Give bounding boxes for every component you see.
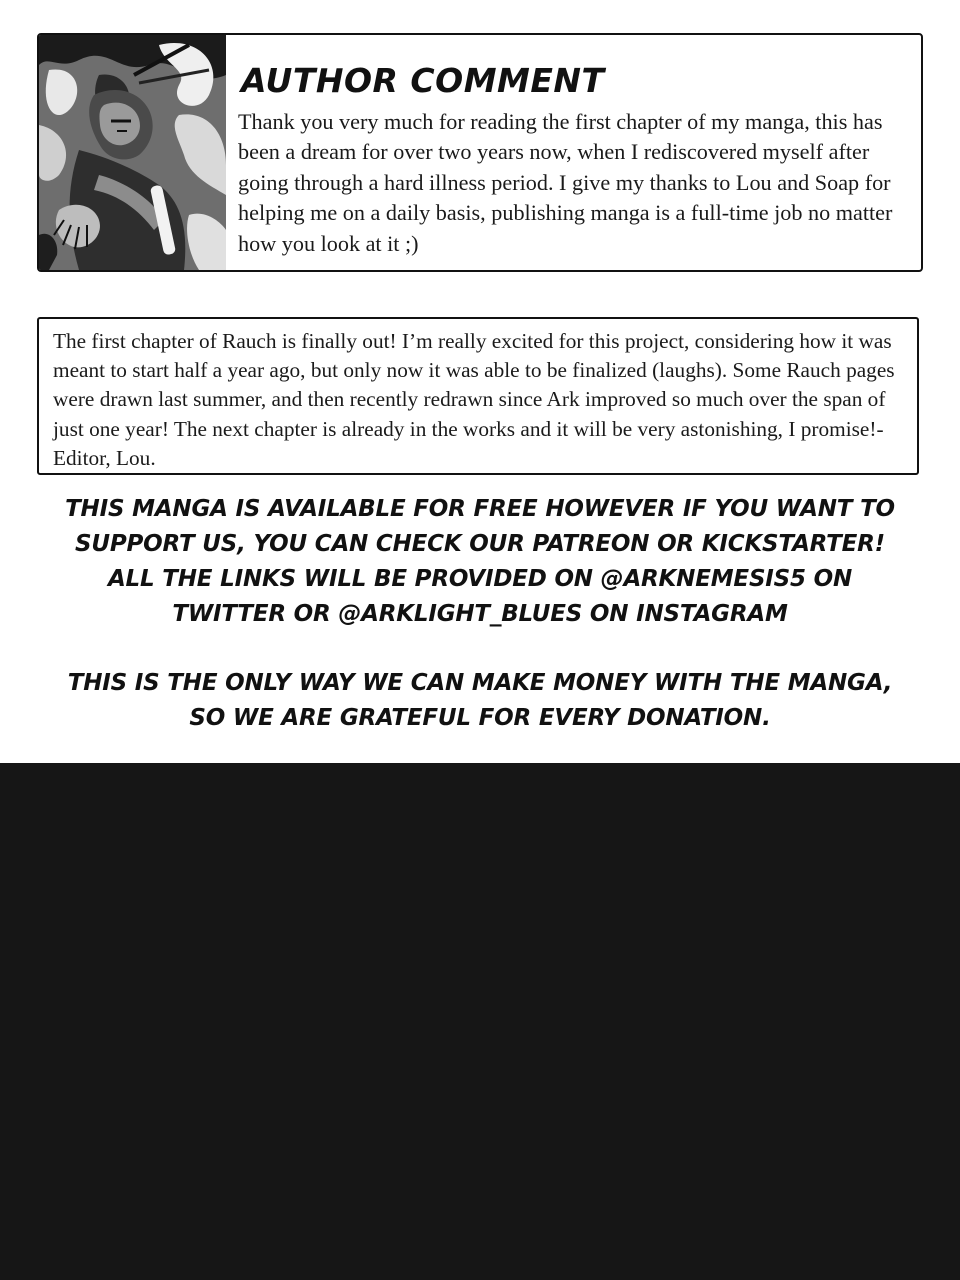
support-line: ALL THE LINKS WILL BE PROVIDED ON @ARKNEMESIS5 ON — [107, 566, 853, 592]
spacer — [0, 632, 960, 666]
author-comment-title: AUTHOR COMMENT — [241, 61, 605, 100]
editor-note-box — [37, 317, 919, 475]
closing-line: SO WE ARE GRATEFUL FOR EVERY DONATION. — [189, 705, 771, 731]
author-portrait-illustration — [39, 35, 226, 270]
support-line: SUPPORT US, YOU CAN CHECK OUR PATREON OR KICKSTARTER! — [75, 531, 885, 557]
support-line: TWITTER OR @ARKLIGHT_BLUES ON INSTAGRAM — [172, 601, 788, 627]
closing-line: THIS IS THE ONLY WAY WE CAN MAKE MONEY WITH THE MANGA, — [67, 670, 893, 696]
support-line: THIS MANGA IS AVAILABLE FOR FREE HOWEVER IF YOU WANT TO — [65, 496, 895, 522]
author-comment-box — [37, 33, 923, 272]
support-message — [0, 492, 960, 736]
author-comment-text: Thank you very much for reading the first chapter of my manga, this has been a dream for over two years now, when I rediscovered myself after going through a hard illness period. I give my thanks to Lou and Soap for helping me on a daily basis, publishing manga is a full-time job no matter how you look at it ;) — [238, 109, 893, 256]
editor-note-text: The first chapter of Rauch is finally out! I’m really excited for this project, considering how it was meant to start half a year ago, but only now it was able to be finalized (laughs). Some Rauch pages were drawn last summer, and then recently redrawn since Ark improved so much over the span of just one year! The next chapter is already in the works and it will be very astonishing, I promise!- Editor, Lou. — [53, 329, 895, 470]
blank-black-area — [0, 763, 960, 1280]
